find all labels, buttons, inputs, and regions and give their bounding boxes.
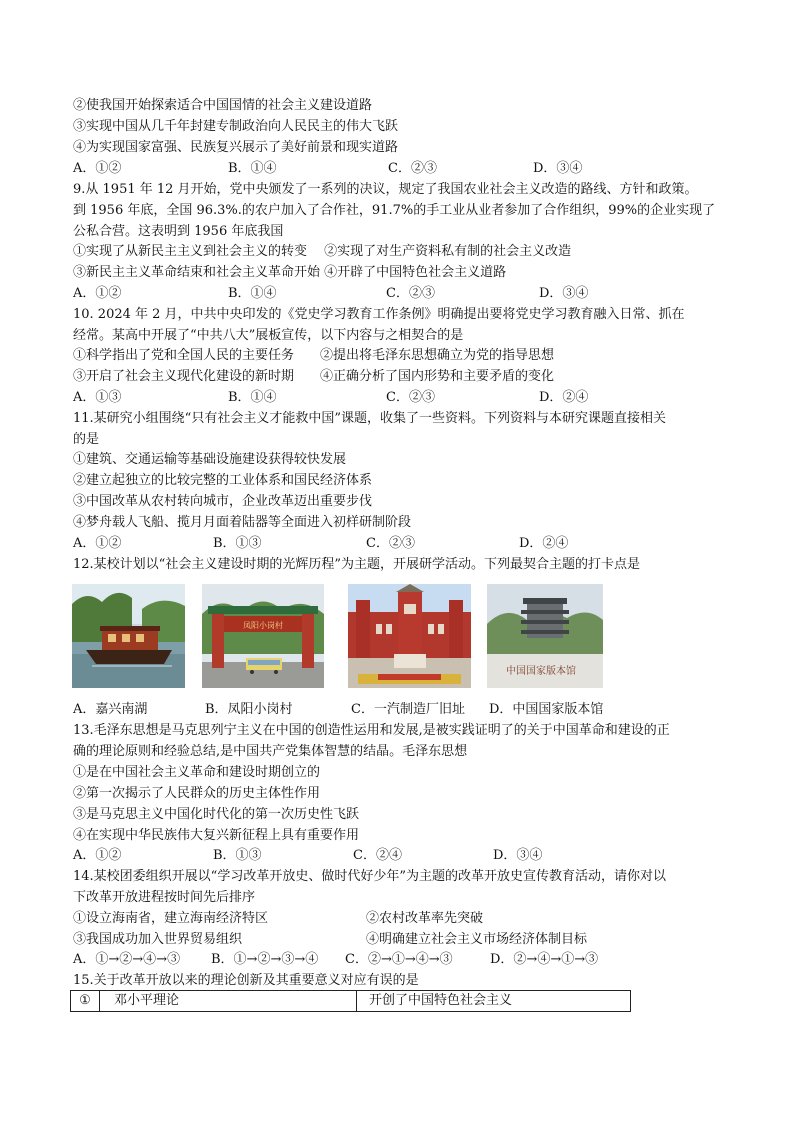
q11-statement-4: ④梦舟载人飞船、揽月月面着陆器等全面进入初样研制阶段: [73, 515, 412, 530]
q15-row-number: ①: [71, 991, 100, 1012]
q14-stem-line-2: 下改革开放进程按时间先后排序: [73, 890, 256, 905]
q13-option-d[interactable]: D．③④: [493, 848, 543, 863]
q9-stem-line-1: 9.从 1951 年 12 月开始，党中央颁发了一系列的决议，规定了我国农业社会主义改造的路线、方针和政策。: [73, 182, 698, 197]
q15-table: [70, 990, 631, 1012]
q12-option-d[interactable]: D．中国国家版本馆: [489, 702, 604, 717]
q10-statements-1-2: ①科学指出了党和全国人民的主要任务 ②提出将毛泽东思想确立为党的指导思想: [73, 348, 555, 363]
q15-row-theory: 邓小平理论: [100, 991, 357, 1012]
q8-statement-3: ③实现中国从几千年封建专制政治向人民民主的伟大飞跃: [73, 119, 399, 134]
q10-stem-line-1: 10. 2024 年 2 月，中共中央印发的《党史学习教育工作条例》明确提出要将党史学习教育融入日常、抓在: [73, 307, 685, 322]
q9-option-d[interactable]: D．③④: [539, 286, 589, 301]
q10-option-b[interactable]: B．①④: [228, 390, 277, 405]
q14-option-c[interactable]: C．②→①→④→③: [345, 952, 453, 967]
q9-options: [73, 284, 713, 304]
q14-statement-2: ②农村改革率先突破: [366, 911, 484, 926]
q13-statement-2: ②第一次揭示了人民群众的历史主体性作用: [73, 786, 321, 801]
q11-option-c[interactable]: C．②③: [366, 536, 415, 551]
q9-option-c[interactable]: C．②③: [386, 286, 435, 301]
q13-statement-4: ④在实现中华民族伟大复兴新征程上具有重要作用: [73, 828, 360, 843]
q8-options: [73, 159, 713, 179]
q10-stem-line-2: 经常。某高中开展了“中共八大”展板宣传，以下内容与之相契合的是: [73, 328, 464, 343]
q13-option-a[interactable]: A．①②: [73, 848, 122, 863]
q13-stem-line-1: 13.毛泽东思想是马克思列宁主义在中国的创造性运用和发展,是被实践证明了的关于中国革命和建设的正: [73, 723, 670, 738]
q14-statement-3: ③我国成功加入世界贸易组织: [73, 932, 243, 947]
q13-statement-1: ①是在中国社会主义革命和建设时期创立的: [73, 765, 321, 780]
q11-option-b[interactable]: B．①③: [213, 536, 262, 551]
photo-fengyang-xiaogang: [202, 584, 324, 688]
q14-statement-1: ①设立海南省，建立海南经济特区: [73, 911, 269, 926]
q11-options: [73, 534, 713, 554]
q12-option-b[interactable]: B．凤阳小岗村: [205, 702, 293, 717]
q14-option-b[interactable]: B．①→②→③→④: [211, 952, 319, 967]
q12-stem: 12.某校计划以“社会主义建设时期的光辉历程”为主题，开展研学活动。下列最契合主题的打卡点是: [73, 557, 640, 572]
q10-option-a[interactable]: A．①③: [73, 390, 122, 405]
q10-options: [73, 388, 713, 408]
q15-row-meaning: 开创了中国特色社会主义: [357, 991, 631, 1012]
photo-national-archives: [487, 584, 603, 688]
q11-statement-3: ③中国改革从农村转向城市，企业改革迈出重要步伐: [73, 494, 373, 509]
q14-statement-4: ④明确建立社会主义市场经济体制目标: [366, 932, 588, 947]
q9-stem-line-3: 公私合营。这表明到 1956 年底我国: [73, 224, 284, 239]
q8-statement-4: ④为实现国家富强、民族复兴展示了美好前景和现实道路: [73, 140, 399, 155]
q8-option-d[interactable]: D．③④: [533, 161, 583, 176]
q14-option-d[interactable]: D．②→④→①→③: [490, 952, 599, 967]
q9-option-b[interactable]: B．①④: [228, 286, 277, 301]
q13-options: [73, 846, 713, 866]
xiaogang-sign-text: 凤阳小岗村: [243, 621, 283, 630]
q12-option-c[interactable]: C．一汽制造厂旧址: [351, 702, 465, 717]
q14-stem-line-1: 14.某校团委组织开展以“学习改革开放史、做时代好少年”为主题的改革开放史宣传教育活动，请你对以: [73, 869, 666, 884]
q11-statement-2: ②建立起独立的比较完整的工业体系和国民经济体系: [73, 473, 373, 488]
q9-statements-1-2: ①实现了从新民主主义到社会主义的转变 ②实现了对生产资料私有制的社会主义改造: [73, 244, 572, 259]
q9-stem-line-2: 到 1956 年底，全国 96.3%.的农户加入了合作社，91.7%的手工业从业者参加了合作组织，99%的企业实现了: [73, 203, 716, 218]
q9-statements-3-4: ③新民主主义革命结束和社会主义革命开始 ④开辟了中国特色社会主义道路: [73, 265, 507, 280]
q10-option-c[interactable]: C．②③: [386, 390, 435, 405]
q14-options: [73, 950, 723, 970]
q8-option-c[interactable]: C．②③: [388, 161, 437, 176]
q8-option-b[interactable]: B．①④: [228, 161, 277, 176]
q9-option-a[interactable]: A．①②: [73, 286, 122, 301]
q11-option-a[interactable]: A．①②: [73, 536, 122, 551]
q14-option-a[interactable]: A．①→②→④→③: [73, 952, 181, 967]
table-row: [71, 991, 631, 1012]
q11-stem-line-2: 的是: [73, 432, 100, 447]
q11-statement-1: ①建筑、交通运输等基础设施建设获得较快发展: [73, 452, 347, 467]
q15-stem: 15.关于改革开放以来的理论创新及其重要意义对应有误的是: [73, 973, 419, 988]
archives-plaque-text: 中国国家版本馆: [506, 666, 576, 677]
q8-option-a[interactable]: A．①②: [73, 161, 122, 176]
q13-option-c[interactable]: C．②④: [353, 848, 402, 863]
photo-faw-factory: [348, 584, 471, 688]
photo-jiaxing-nanhu: [72, 584, 185, 688]
q10-option-d[interactable]: D．②④: [539, 390, 589, 405]
q12-option-a[interactable]: A．嘉兴南湖: [73, 702, 148, 717]
q8-statement-2: ②使我国开始探索适合中国国情的社会主义建设道路: [73, 98, 373, 113]
q13-option-b[interactable]: B．①③: [213, 848, 262, 863]
q13-stem-line-2: 确的理论原则和经验总结,是中国共产党集体智慧的结晶。毛泽东思想: [73, 744, 468, 759]
q11-stem-line-1: 11.某研究小组围绕“只有社会主义才能救中国”课题，收集了一些资料。下列资料与本研究课题直接相关: [73, 411, 666, 426]
q13-statement-3: ③是马克思主义中国化时代化的第一次历史性飞跃: [73, 807, 360, 822]
q10-statements-3-4: ③开启了社会主义现代化建设的新时期 ④正确分析了国内形势和主要矛盾的变化: [73, 369, 555, 384]
q11-option-d[interactable]: D．②④: [519, 536, 569, 551]
